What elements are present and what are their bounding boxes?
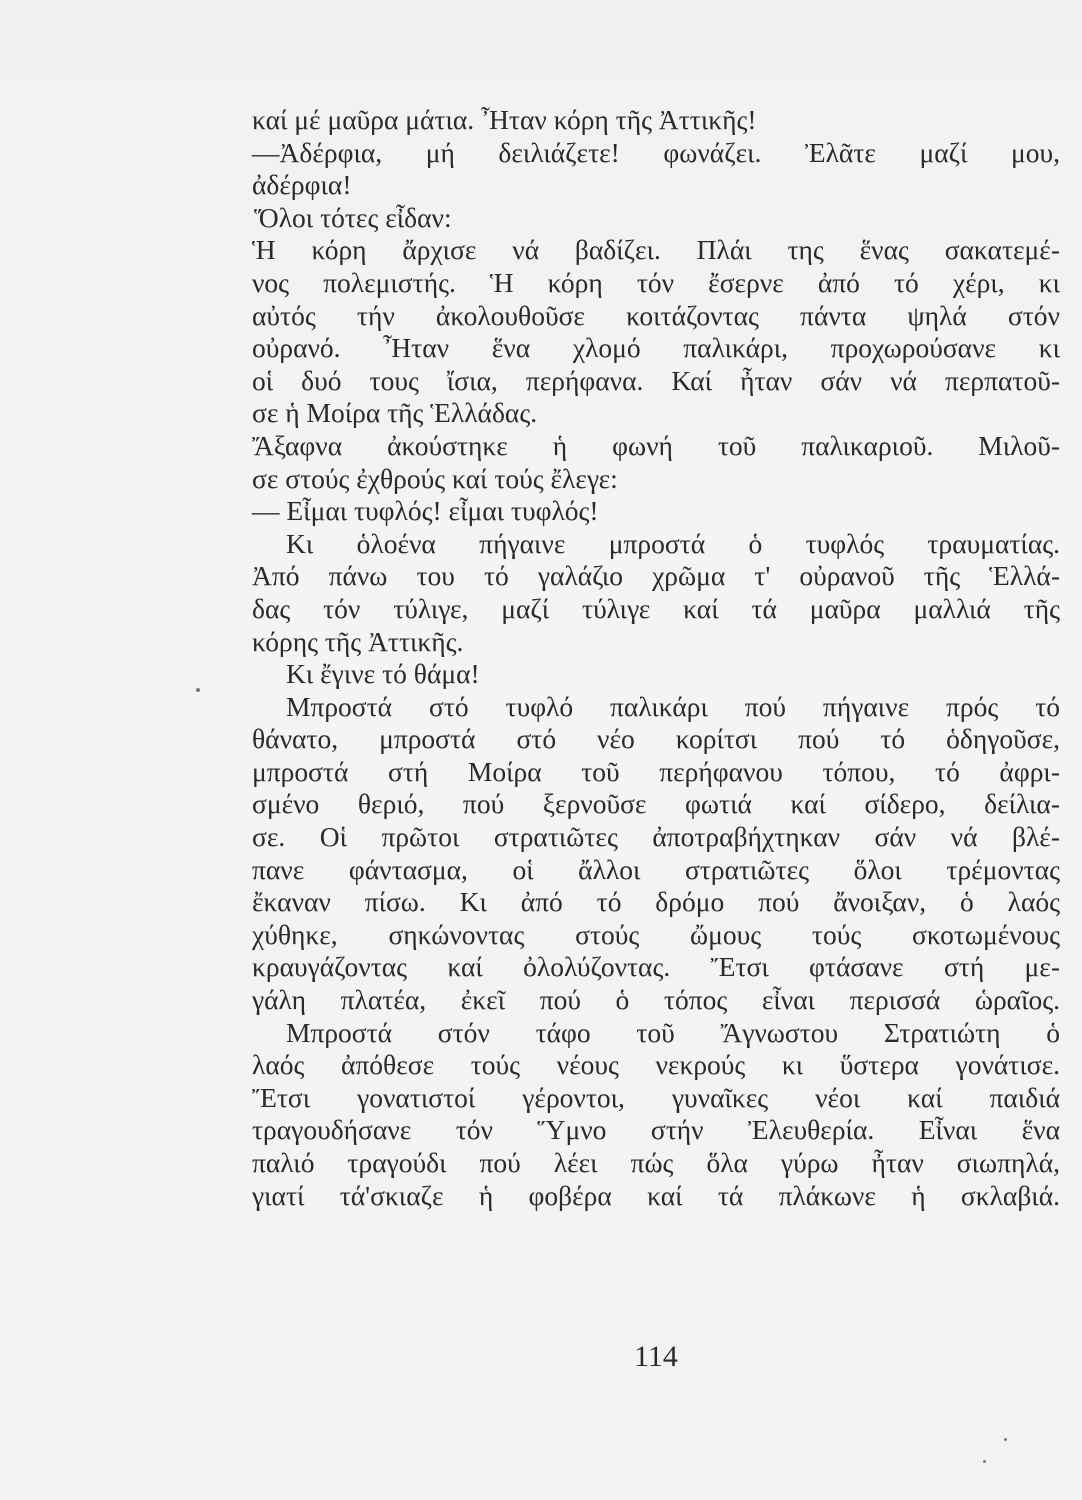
text-line: —Ἀδέρφια, μή δειλιάζετε! φωνάζει. Ἐλᾶτε μαζί μου, [252,136,1060,168]
text-line: ἀδέρφια! [252,169,352,201]
text-line: Κι ἔγινε τό θάμα! [286,658,480,690]
text-line: Κι ὁλοένα πήγαινε μπροστά ὁ τυφλός τραυματίας. [286,527,1060,559]
page-text [252,104,1060,1212]
text-line: παλιό τραγούδι πού λέει πώς ὅλα γύρω ἦταν σιωπηλά, [252,1147,1060,1178]
text-line: νος πολεμιστής. Ἡ κόρη τόν ἔσερνε ἀπό τό χέρι, κι [252,266,1060,298]
scan-speck [196,688,200,692]
text-line: οἱ δυό τους ἴσια, περήφανα. Καί ἦταν σάν νά περπατοῦ- [252,364,1060,396]
text-line: Μπροστά στό τυφλό παλικάρι πού πήγαινε πρός τό [286,690,1060,722]
text-line: γιατί τά'σκιαζε ἡ φοβέρα καί τά πλάκωνε ἡ σκλαβιά. [252,1179,1060,1211]
text-line: οὐρανό. Ἦταν ἕνα χλομό παλικάρι, προχωρούσανε κι [252,332,1060,364]
text-line: σμένο θεριό, πού ξερνοῦσε φωτιά καί σίδερο, δείλια- [252,788,1060,820]
page-number: 114 [634,1340,678,1373]
text-line: κραυγάζοντας καί ὀλολύζοντας. Ἔτσι φτάσανε στή με- [252,951,1060,983]
text-line: αὐτός τήν ἀκολουθοῦσε κοιτάζοντας πάντα ψηλά στόν [252,299,1060,331]
text-line: πανε φάντασμα, οἱ ἄλλοι στρατιῶτες ὅλοι τρέμοντας [252,853,1060,885]
text-line: σε. Οἱ πρῶτοι στρατιῶτες ἀποτραβήχτηκαν σάν νά βλέ- [252,821,1060,853]
text-line: Ὅλοι τότες εἶδαν: [254,201,452,233]
text-line: Ἀπό πάνω του τό γαλάζιο χρῶμα τ' οὐρανοῦ τῆς Ἑλλά- [252,560,1060,592]
text-line: Ἔτσι γονατιστοί γέροντοι, γυναῖκες νέοι καί παιδιά [252,1081,1060,1113]
text-line: Μπροστά στόν τάφο τοῦ Ἄγνωστου Στρατιώτη ὁ [286,1016,1060,1048]
text-line: τραγουδήσανε τόν Ὕμνο στήν Ἐλευθερία. Εἶναι ἕνα [252,1114,1060,1146]
text-line: θάνατο, μπροστά στό νέο κορίτσι πού τό ὁδηγοῦσε, [252,723,1060,755]
scan-speck [983,1460,986,1463]
text-line: γάλη πλατέα, ἐκεῖ πού ὁ τόπος εἶναι περισσά ὡραῖος. [252,984,1060,1016]
text-line: μπροστά στή Μοίρα τοῦ περήφανου τόπου, τό ἀφρι- [252,755,1060,787]
text-line: δας τόν τύλιγε, μαζί τύλιγε καί τά μαῦρα μαλλιά τῆς [252,592,1060,624]
scan-speck [1004,1438,1007,1441]
text-line: λαός ἀπόθεσε τούς νέους νεκρούς κι ὕστερα γονάτισε. [252,1049,1060,1081]
text-line: σε στούς ἐχθρούς καί τούς ἔλεγε: [252,462,618,494]
text-line: κόρης τῆς Ἀττικῆς. [252,625,464,657]
text-line: σε ἡ Μοίρα τῆς Ἑλλάδας. [252,397,538,429]
text-line: Ἄξαφνα ἀκούστηκε ἡ φωνή τοῦ παλικαριοῦ. Μιλοῦ- [252,429,1060,461]
text-line: καί μέ μαῦρα μάτια. Ἦταν κόρη τῆς Ἀττικῆς! [252,104,757,135]
text-line: — Εἶμαι τυφλός! εἶμαι τυφλός! [252,495,599,527]
text-line: ἔκαναν πίσω. Κι ἀπό τό δρόμο πού ἄνοιξαν, ὁ λαός [252,886,1060,918]
text-line: χύθηκε, σηκώνοντας στούς ὤμους τούς σκοτωμένους [252,918,1060,950]
text-line: Ἡ κόρη ἄρχισε νά βαδίζει. Πλάι της ἕνας σακατεμέ- [252,234,1060,266]
